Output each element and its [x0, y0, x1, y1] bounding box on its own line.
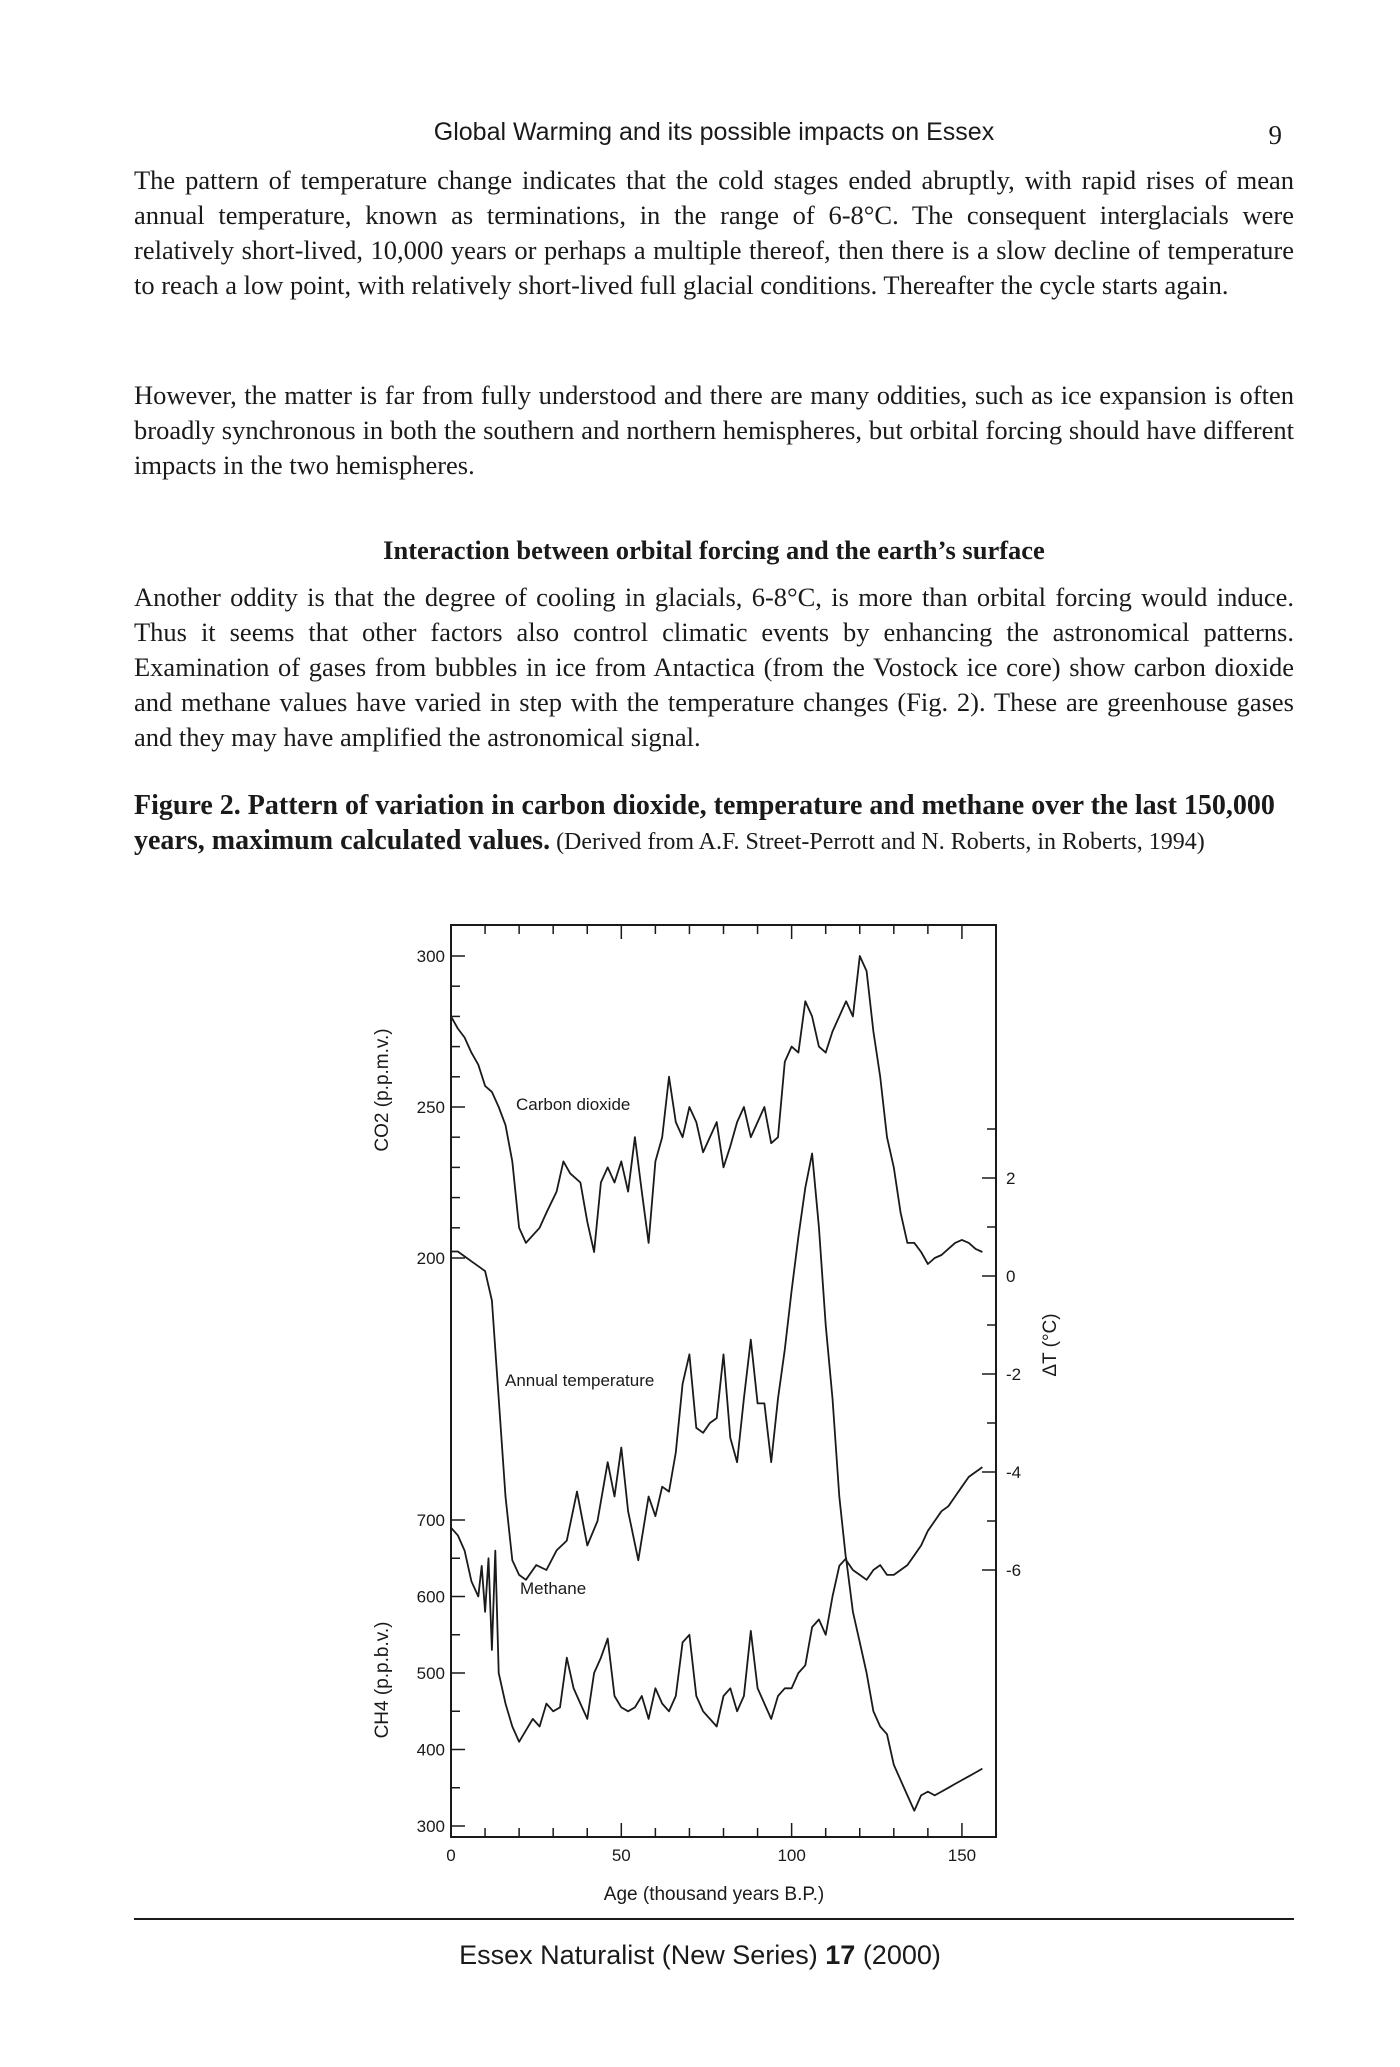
- series-label-methane: Methane: [520, 1579, 587, 1598]
- co2-tick-label-250: 250: [416, 1098, 445, 1117]
- ch4-tick-label-500: 500: [416, 1664, 445, 1683]
- footer: [0, 1940, 1400, 1971]
- temp-tick-label--6: -6: [1006, 1561, 1022, 1580]
- x-tick-label-150: 150: [947, 1846, 977, 1865]
- series-label-temperature: Annual temperature: [505, 1371, 655, 1390]
- co2-axis-label: CO2 (p.p.m.v.): [372, 1028, 393, 1152]
- ch4-axis-label: CH4 (p.p.b.v.): [372, 1621, 393, 1739]
- page-number: 9: [1268, 120, 1282, 150]
- ch4-tick-label-700: 700: [416, 1511, 445, 1530]
- temp-tick-label-0: 0: [1006, 1267, 1016, 1286]
- paragraph-2: However, the matter is far from fully understood and there are many oddities, such as ice expansion is often broadly synchronous in both the southern and northern hemispheres, but orbital forcing should have different impacts in the two hemispheres.: [134, 380, 1294, 480]
- temp-tick-label-2: 2: [1006, 1169, 1016, 1188]
- footer-journal: Essex Naturalist (New Series): [459, 1940, 818, 1970]
- ch4-tick-label-300: 300: [416, 1817, 445, 1836]
- x-tick-label-100: 100: [777, 1846, 806, 1865]
- footer-volume: 17: [825, 1940, 856, 1970]
- ch4-tick-label-400: 400: [416, 1740, 445, 1760]
- section-heading: Interaction between orbital forcing and the earth’s surface: [383, 535, 1045, 565]
- footer-rule: [134, 1918, 1294, 1920]
- temperature-axis-label: ΔT (°C): [1040, 1313, 1061, 1377]
- co2-tick-label-300: 300: [416, 947, 445, 966]
- figure-caption-title: Figure 2. Pattern of variation in carbon dioxide, temperature and methane over the last 150,000 years, maximum calculated values.: [134, 790, 1275, 856]
- ch4-tick-label-600: 600: [416, 1587, 445, 1607]
- temp-tick-label--2: -2: [1006, 1365, 1022, 1384]
- x-tick-label-0: 0: [446, 1846, 456, 1865]
- figure-caption-source: (Derived from A.F. Street-Perrott and N. Roberts, in Roberts, 1994): [550, 829, 1205, 855]
- header-title: Global Warming and its possible impacts on Essex: [433, 118, 995, 146]
- paragraph-3: Another oddity is that the degree of cooling in glacials, 6-8°C, is more than orbital forcing would induce. Thus it seems that other factors also control climatic events by enhancing the astronomical patterns. Examination of gases from bubbles in ice from Antactica (from the Vostock ice core) show carbon dioxide and methane values have varied in step with the temperature changes (Fig. 2). These are greenhouse gases and they may have amplified the astronomical signal.: [134, 582, 1294, 752]
- footer-year: (2000): [862, 1940, 941, 1970]
- series-label-co2: Carbon dioxide: [516, 1095, 631, 1114]
- co2-tick-label-200: 200: [416, 1249, 445, 1268]
- temp-tick-label--4: -4: [1006, 1463, 1022, 1482]
- paragraph-1: The pattern of temperature change indicates that the cold stages ended abruptly, with rapid rises of mean annual temperature, known as terminations, in the range of 6-8°C. The consequent interglacials were relatively short-lived, 10,000 years or perhaps a multiple thereof, then there is a slow decline of temperature to reach a low point, with relatively short-lived full glacial conditions. Thereafter the cycle starts again.: [134, 165, 1294, 300]
- x-tick-label-50: 50: [611, 1846, 631, 1865]
- series-line-temperature: [451, 1154, 982, 1580]
- x-axis-label: Age (thousand years B.P.): [603, 1884, 825, 1905]
- series-line-methane: [451, 1528, 982, 1811]
